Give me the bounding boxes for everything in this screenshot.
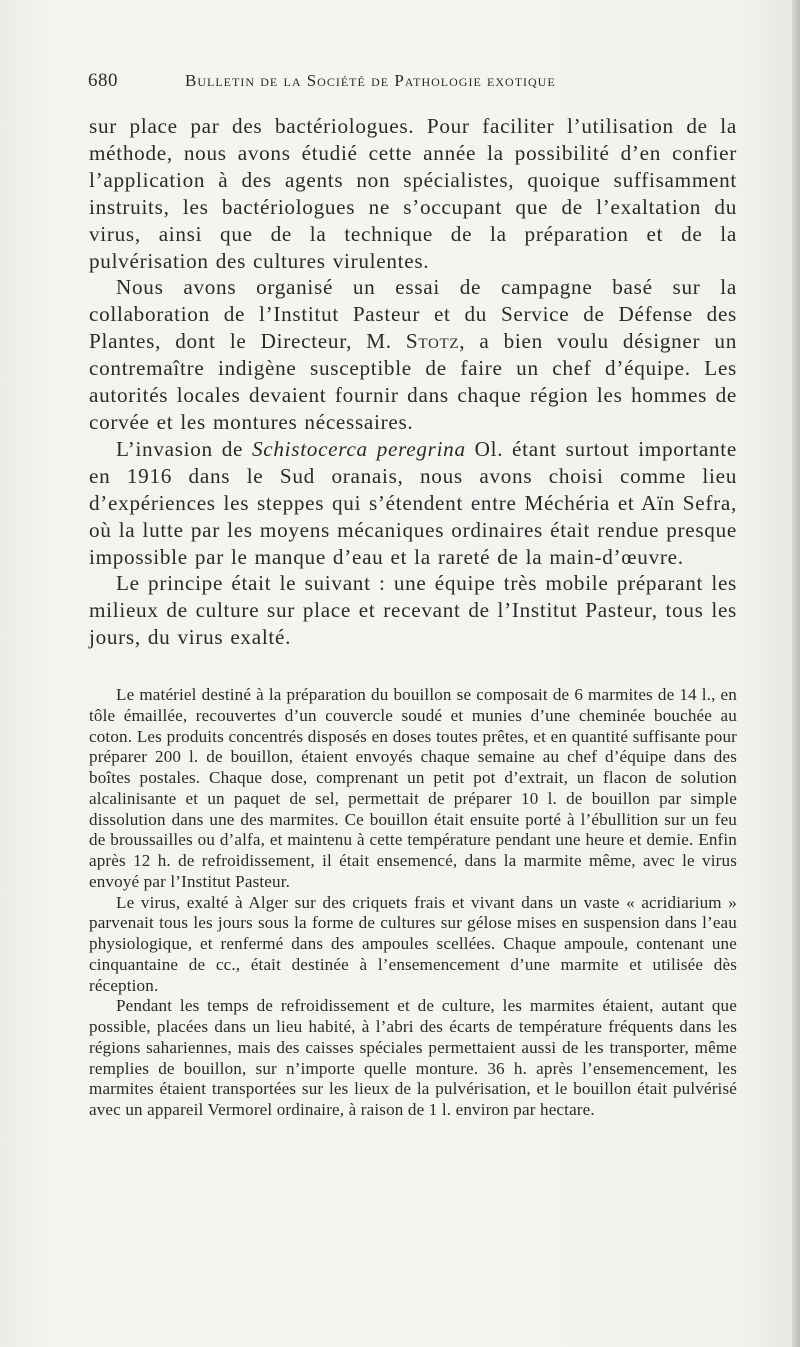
small-paragraph-2: Le virus, exalté à Alger sur des criquets frais et vivant dans un vaste « acridiarium » parvenait tous les jours sous la forme de cultures sur gélose mises en suspension dans l’eau physiologique, et renfermé dans des ampoules scellées. Chaque ampoule, contenant une cinquantaine de cc., était destinée à l’ensemencement d’une marmite et utilisée dès réception. [89, 892, 737, 995]
page-edge [792, 0, 800, 1347]
main-text [89, 113, 737, 651]
main-paragraph-2-end: , a bien voulu désigner un contremaître indigène susceptible de faire un chef d’équipe. Les autorités locales devaient fournir dans chaque région les hommes de corvée et les montures nécessaires. [89, 329, 737, 434]
main-paragraph-3-end: Ol. étant surtout importante en 1916 dans le Sud oranais, nous avons choisi comme lieu d’expériences les steppes qui s’étendent entre Méchéria et Aïn Sefra, où la lutte par les moyens mécaniques ordinaires était rendue presque impossible par le manque d’eau et la rareté de la main-d’œuvre. [89, 436, 737, 569]
director-name: Stotz [405, 329, 460, 354]
main-paragraph-3-start: L’invasion de [116, 436, 252, 461]
species-name: Schistocerca peregrina [251, 436, 466, 461]
main-paragraph-4: Le principe était le suivant : une équipe très mobile préparant les milieux de culture sur place et recevant de l’Institut Pasteur, tous les jours, du virus exalté. [89, 571, 737, 650]
running-head [88, 70, 728, 94]
small-text [89, 685, 737, 1121]
main-paragraph-2 [89, 274, 737, 435]
small-paragraph-3: Pendant les temps de refroidissement et de culture, les marmites étaient, autant que possible, placées dans un lieu habité, à l’abri des écarts de température fréquents dans les régions sahariennes, mais des caisses spéciales permettaient aussi de les transporter, même remplies de bouillon, sur n’importe quelle monture. 36 h. après l’ensemencement, les marmites étaient transportées sur les lieux de la pulvérisation, et le bouillon était pulvérisé avec un appareil Vermorel ordinaire, à raison de 1 l. environ par hectare. [89, 996, 737, 1119]
main-paragraph-3 [89, 436, 737, 571]
main-paragraph-2-start: Nous avons organisé un essai de campagne basé sur la collaboration de l’Institut Pasteur et du Service de Défense des Plantes, dont le Directeur, M. [89, 275, 737, 354]
page-number: 680 [88, 70, 118, 91]
small-paragraph-1: Le matériel destiné à la préparation du bouillon se composait de 6 marmites de 14 l., en tôle émaillée, recouvertes d’un couvercle soudé et munies d’une cheminée bouchée au coton. Les produits concentrés disposés en doses toutes prêtes, et en quantité suffisante pour préparer 200 l. de bouillon, étaient envoyés chaque semaine au chef d’équipe dans des boîtes postales. Chaque dose, comprenant un petit pot d’extrait, un flacon de solution alcalinisante et un paquet de sel, permettait de préparer 10 l. de bouillon par simple dissolution dans une des marmites. Ce bouillon était ensuite porté à l’ébullition sur un feu de broussailles ou d’alfa, et maintenu à cette température pendant une heure et demie. Enfin après 12 h. de refroidissement, il était ensemencé, dans la marmite même, avec le virus envoyé par l’Institut Pasteur. [89, 685, 737, 891]
main-paragraph-1: sur place par des bactériologues. Pour faciliter l’utilisation de la méthode, nous avons étudié cette année la possibilité d’en confier l’application à des agents non spécialistes, quoique suffisamment instruits, les bactériologues ne s’occupant que de l’exaltation du virus, ainsi que de la technique de la préparation et de la pulvérisation des cultures virulentes. [89, 114, 737, 273]
journal-title: Bulletin de la Société de Pathologie exotique [185, 71, 556, 90]
